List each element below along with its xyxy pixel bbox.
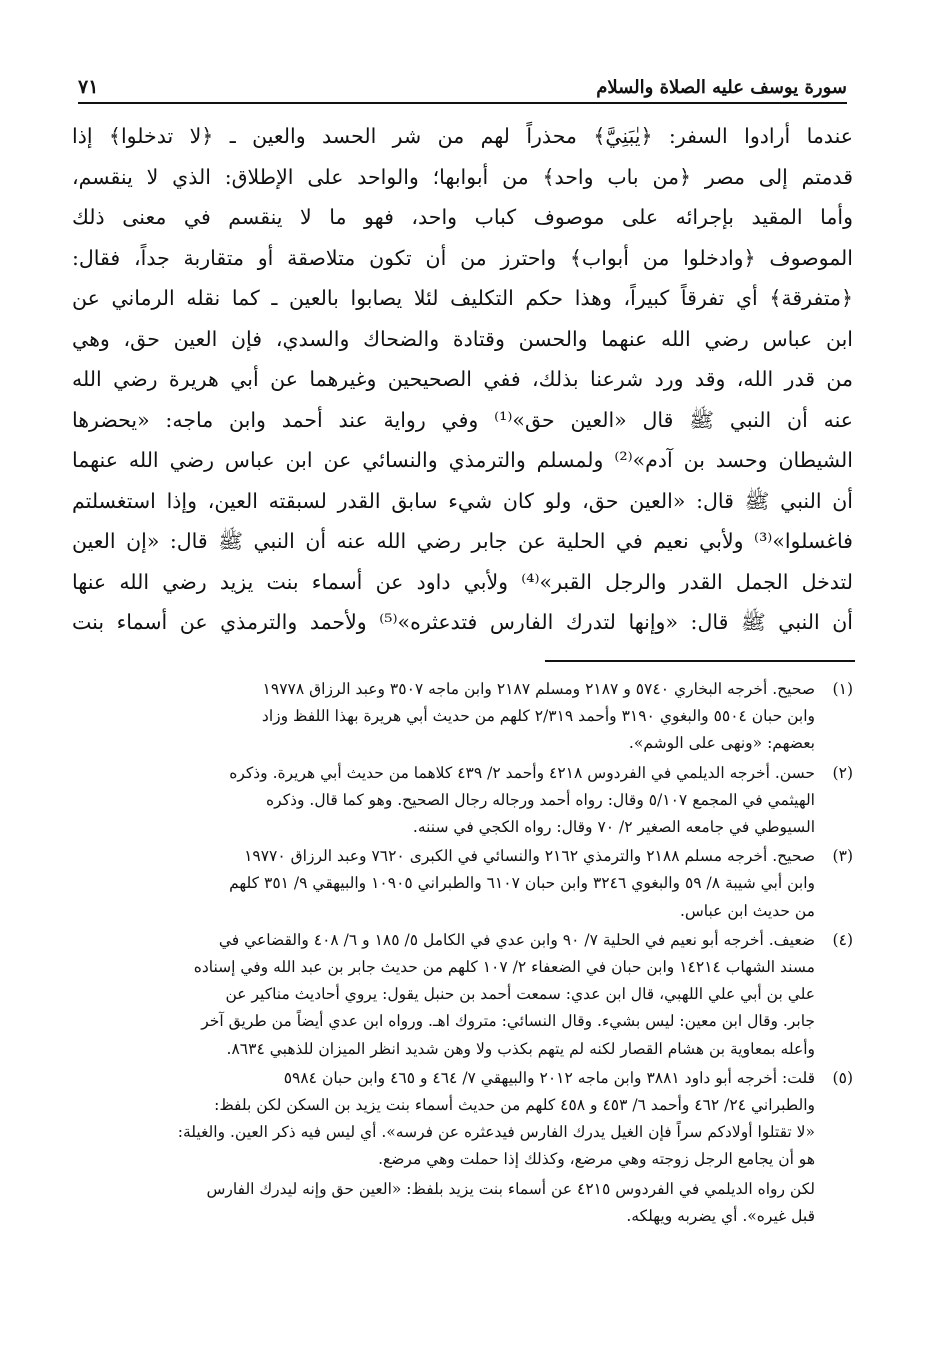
- text-line: عندما أرادوا السفر: ﴿يٰبَنِيَّ﴾ محذراً لهم من شر الحسد والعين ـ ﴿لا تدخلوا﴾ إذا: [72, 124, 853, 148]
- text-line: الموصوف ﴿وادخلوا من أبواب﴾ واحترز من أن تكون متلاصقة أو متقاربة جداً، فقال:: [72, 245, 853, 270]
- footnote-line: ضعيف. أخرجه أبو نعيم في الحلية ٧/ ٩٠ وابن عدي في الكامل ٥/ ١٨٥ و ٦/ ٤٠٨ والقضاعي في: [218, 930, 815, 949]
- footnote-text: [80, 1065, 815, 1174]
- text-line: لتدخل الجمل القدر والرجل القبر»⁽⁴⁾ ولأبي داود عن أسماء بنت يزيد رضي الله عنها: [72, 569, 853, 594]
- text-line: ابن عباس رضي الله عنهما والحسن وقتادة والضحاك والسدي، فإن العين حق، وهي: [72, 326, 853, 351]
- footnote-line: لكن رواه الديلمي في الفردوس ٤٢١٥ عن أسماء بنت يزيد بلفظ: «العين حق وإنه ليدرك الفارس: [206, 1179, 815, 1198]
- footnote-line: وأعله بمعاوية بن هشام القصار لكنه لم يتهم بكذب ولا وهن شديد انظر الميزان للذهبي ٨٦٣٤.: [226, 1039, 815, 1058]
- footnote-number: (٥): [832, 1068, 853, 1087]
- page-header: [78, 70, 847, 104]
- footnote-line: صحيح. أخرجه البخاري ٥٧٤٠ و ٢١٨٧ ومسلم ٢١٨٧ وابن ماجه ٣٥٠٧ وعبد الرزاق ١٩٧٧٨: [262, 680, 815, 698]
- footnote-divider: [545, 660, 855, 662]
- footnote-line: «لا تقتلوا أولادكم سراً فإن الغيل يدرك الفارس فيدعثره عن فرسه». أي ليس فيه ذكر العين. والغيلة:: [177, 1123, 815, 1142]
- footnote-number: (١): [832, 680, 853, 698]
- text-line: وأما المقيد بإجرائه على موصوف كباب واحد، فهو ما لا ينقسم في معنى ذلك: [72, 205, 853, 229]
- footnote-line: بعضهم: «ونهى على الوشم».: [628, 734, 815, 753]
- text-line: عنه أن النبي ﷺ قال «العين حق»⁽¹⁾ وفي رواية عند أحمد وابن ماجه: «يحضرها: [72, 407, 853, 432]
- footnote-text: [80, 843, 815, 925]
- footnote: [80, 843, 853, 925]
- footnote: [80, 927, 853, 1063]
- footnote: [80, 1065, 853, 1174]
- footnote: [80, 760, 853, 842]
- footnote-line: علي بن أبي علي اللهبي، قال ابن عدي: سمعت أحمد بن حنبل يقول: يروي أحاديث مناكير عن: [225, 985, 815, 1004]
- footnote-line: جابر. وقال ابن معين: ليس بشيء. وقال النسائي: متروك اهـ. ورواه ابن عدي أيضاً من طريق آخر: [201, 1012, 815, 1031]
- text-line: الشيطان وحسد بن آدم»⁽²⁾ ولمسلم والترمذي والنسائي عن ابن عباس رضي الله عنهما: [72, 448, 853, 472]
- header-divider: [78, 102, 847, 104]
- footnote-continuation: [80, 1176, 853, 1230]
- text-line: فاغسلوا»⁽³⁾ ولأبي نعيم في الحلية عن جابر رضي الله عنه أن النبي ﷺ قال: «إن العين: [72, 529, 853, 553]
- footnote-line: من حديث ابن عباس.: [679, 901, 815, 920]
- footnote-text: [80, 676, 815, 758]
- text-line: ﴿متفرقة﴾ أي تفرقاً كبيراً، وهذا حكم التكليف لئلا يصابوا بالعين ـ كما نقله الرماني عن: [72, 286, 853, 310]
- footnote: [80, 676, 853, 758]
- footnote-line: السيوطي في جامعه الصغير ٢/ ٧٠ وقال: رواه الكجي في سننه.: [412, 818, 815, 837]
- footnote-line: هو أن يجامع الرجل زوجته وهي مرضع، وكذلك إذا حملت وهي مرضع.: [378, 1150, 815, 1169]
- footnote-number: (٢): [832, 763, 853, 782]
- footnote-line: قبل غيره». أي يضربه ويهلكه.: [626, 1206, 815, 1225]
- main-text: [72, 116, 853, 643]
- text-line: أن النبي ﷺ قال: «وإنها لتدرك الفارس فتدعثره»⁽⁵⁾ ولأحمد والترمذي عن أسماء بنت: [72, 610, 853, 634]
- text-line: من قدر الله، وقد ورد شرعنا بذلك، ففي الصحيحين وغيرهما عن أبي هريرة رضي الله: [72, 367, 853, 391]
- footnote-text: [80, 760, 815, 842]
- footnote-line: صحيح. أخرجه مسلم ٢١٨٨ والترمذي ٢١٦٢ والنسائي في الكبرى ٧٦٢٠ وعبد الرزاق ١٩٧٧٠: [244, 847, 815, 866]
- footnote-line: وابن حبان ٥٥٠٤ والبغوي ٣١٩٠ وأحمد ٢/٣١٩ كلهم من حديث أبي هريرة بهذا اللفظ وزاد: [261, 707, 815, 726]
- footnote-line: حسن. أخرجه الديلمي في الفردوس ٤٢١٨ وأحمد ٢/ ٤٣٩ كلاهما من حديث أبي هريرة. وذكره: [229, 763, 815, 782]
- footnote-line: قلت: أخرجه أبو داود ٣٨٨١ وابن ماجه ٢٠١٢ والبيهقي ٧/ ٤٦٤ و ٤٦٥ وابن حبان ٥٩٨٤: [283, 1068, 815, 1087]
- footnote-line: مسند الشهاب ١٤٢١٤ وابن حبان في الضعفاء ٢/ ١٠٧ كلهم من حديث جابر بن عبد الله وفي إسناده: [193, 958, 815, 977]
- footnote-line: الهيثمي في المجمع ٥/١٠٧ وقال: رواه أحمد ورجاله رجال الصحيح. وهو كما قال. وذكره: [266, 790, 815, 809]
- footnote-line: والطبراني ٢٤/ ٤٦٢ وأحمد ٦/ ٤٥٣ و ٤٥٨ كلهم من حديث أسماء بنت يزيد بن السكن لكن بلفظ:: [214, 1096, 815, 1115]
- footnote-text: [80, 927, 815, 1063]
- text-line: قدمتم إلى مصر ﴿من باب واحد﴾ من أبوابها؛ والواحد على الإطلاق: الذي لا ينقسم،: [72, 164, 853, 189]
- footnote-line: وابن أبي شيبة ٨/ ٥٩ والبغوي ٣٢٤٦ وابن حبان ٦١٠٧ والطبراني ١٠٩٠٥ والبيهقي ٩/ ٣٥١ كلهم: [229, 874, 815, 893]
- chapter-title: سورة يوسف عليه الصلاة والسلام: [596, 76, 847, 98]
- page-number: ٧١: [78, 76, 99, 98]
- footnote-number: (٤): [832, 930, 853, 949]
- footnotes: [80, 676, 853, 1230]
- footnote-number: (٣): [832, 847, 853, 866]
- text-line: أن النبي ﷺ قال: «العين حق، ولو كان شيء سابق القدر لسبقته العين، وإذا استغسلتم: [72, 488, 853, 513]
